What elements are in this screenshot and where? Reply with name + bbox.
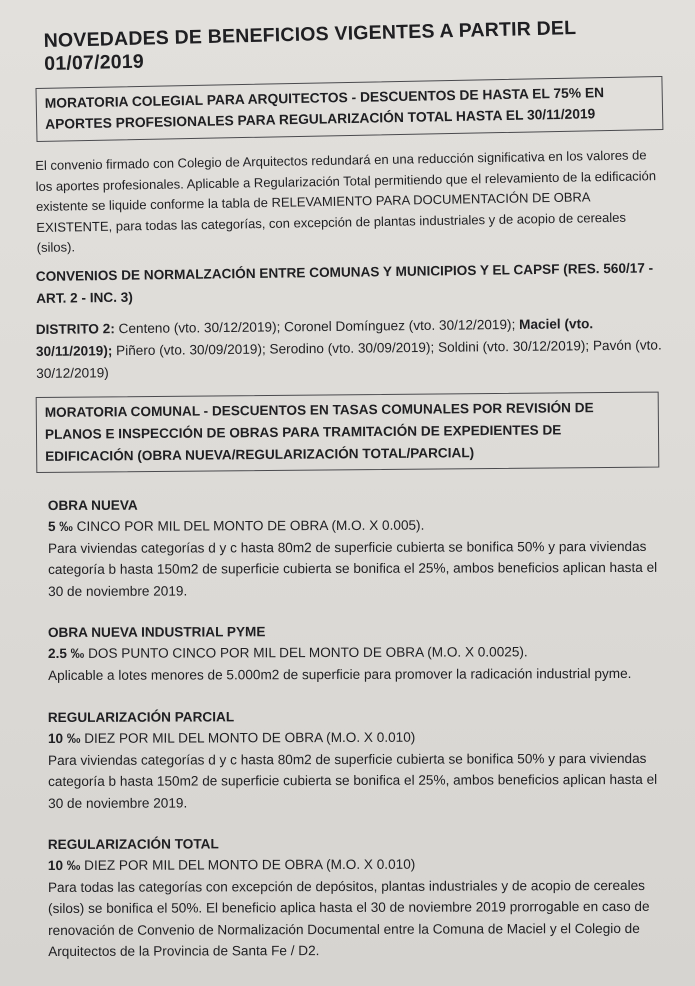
moratoria-colegial-heading: MORATORIA COLEGIAL PARA ARQUITECTOS - DESCUENTOS DE HASTA EL 75% EN APORTES PROFESIONALES PARA REGULARIZACIÓN TOTAL HASTA EL 30/11/2019 [35, 76, 663, 142]
page-title: NOVEDADES DE BENEFICIOS VIGENTES A PARTIR DEL 01/07/2019 [43, 17, 577, 75]
section-obra-nueva-industrial [48, 620, 667, 687]
section-regularizacion-total [48, 832, 667, 963]
section-rate [48, 514, 667, 538]
district-text-2: Piñero (vto. 30/09/2019); Serodino (vto. 30/09/2019); Soldini (vto. 30/12/2019); Pavón (vto. 30/12/2019) [36, 337, 662, 381]
district-label: DISTRITO 2: [35, 321, 115, 338]
rate-number: 10 ‰ [47, 730, 81, 746]
district-text-1: Centeno (vto. 30/12/2019); Coronel Domínguez (vto. 30/12/2019); [114, 317, 520, 337]
section-obra-nueva [48, 493, 667, 603]
section-body: Para todas las categorías con excepción de depósitos, plantas industriales y de acopio de cereales (silos) se bonifica el 50%. El beneficio aplica hasta el 30 de noviembre 2019 prorrogable en caso de renovación de Convenio de Normalización Documental entre la Comuna de Maciel y el Colegio de Arquitectos de la Provincia de Santa Fe / D2. [47, 877, 650, 960]
rate-number: 2.5 ‰ [47, 646, 85, 662]
section-title: OBRA NUEVA [47, 497, 138, 513]
section-body: Aplicable a lotes menores de 5.000m2 de superficie para promover la radicación industrial pyme. [48, 665, 632, 684]
moratoria-colegial-body: El convenio firmado con Colegio de Arquitectos redundará en una reducción significativa en los valores de los aportes profesionales. Aplicable a Regularización Total permitiendo que el relevamiento de la edificación existente se liquide conforme la tabla de RELEVAMIENTO PARA DOCUMENTACIÓN DE OBRA EXISTENTE, para todas las categorías, con excepción de plantas industriales y de acopio de cereales (silos). [35, 147, 657, 255]
section-rate [48, 853, 667, 877]
section-title: REGULARIZACIÓN PARCIAL [47, 708, 235, 725]
rate-text: DIEZ POR MIL DEL MONTO DE OBRA (M.O. X 0.010) [80, 857, 416, 874]
rate-text: DIEZ POR MIL DEL MONTO DE OBRA (M.O. X 0.010) [80, 729, 416, 746]
section-body: Para viviendas categorías d y c hasta 80m2 de superficie cubierta se bonifica 50% y para viviendas categoría b hasta 150m2 de superficie cubierta se bonifica el 25%, ambos beneficios aplican hasta el 30 de noviembre 2019. [47, 538, 658, 599]
rate-text: DOS PUNTO CINCO POR MIL DEL MONTO DE OBRA (M.O. X 0.0025). [84, 644, 528, 662]
section-title: OBRA NUEVA INDUSTRIAL PYME [47, 624, 266, 641]
rate-number: 10 ‰ [47, 858, 81, 874]
convenios-heading: CONVENIOS DE NORMALZACIÓN ENTRE COMUNAS Y MUNICIPIOS Y EL CAPSF (RES. 560/17 - ART. 2 - INC. 3) [35, 260, 654, 307]
section-rate [48, 726, 667, 750]
section-rate [48, 641, 667, 665]
section-title: REGULARIZACIÓN TOTAL [47, 836, 219, 852]
section-body: Para viviendas categorías d y c hasta 80m2 de superficie cubierta se bonifica 50% y para viviendas categoría b hasta 150m2 de superficie cubierta se bonifica el 25%, ambos beneficios aplican hasta el 30 de noviembre 2019. [47, 750, 658, 811]
section-regularizacion-parcial [48, 704, 667, 814]
district-bold: Maciel (vto. 30/11/2019); [35, 316, 594, 359]
district-paragraph [36, 313, 668, 385]
rate-number: 5 ‰ [47, 519, 73, 535]
rate-text: CINCO POR MIL DEL MONTO DE OBRA (M.O. X 0.005). [72, 517, 425, 535]
moratoria-comunal-heading: MORATORIA COMUNAL - DESCUENTOS EN TASAS COMUNALES POR REVISIÓN DE PLANOS E INSPECCIÓN DE OBRAS PARA TRAMITACIÓN DE EXPEDIENTES DE EDIFICACIÓN (OBRA NUEVA/REGULARIZACIÓN TOTAL/PARCIAL) [36, 391, 660, 473]
